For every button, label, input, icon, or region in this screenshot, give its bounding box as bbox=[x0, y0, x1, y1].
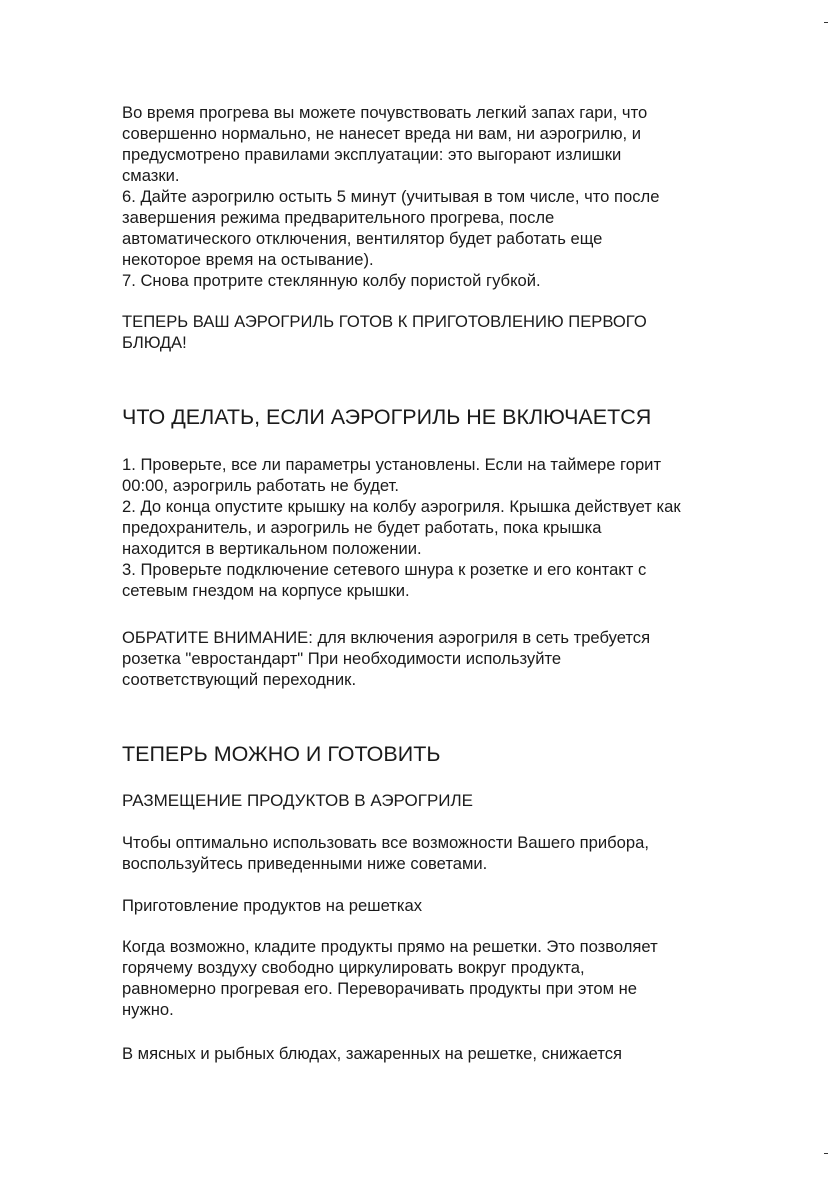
racks-heading: Приготовление продуктов на решетках bbox=[122, 896, 423, 915]
racks-line: Когда возможно, кладите продукты прямо на решетки. Это позволяет bbox=[122, 937, 658, 956]
attention-line: розетка "евростандарт" При необходимости используйте bbox=[122, 649, 562, 668]
troubleshooting-line: сетевым гнездом на корпусе крышки. bbox=[122, 581, 410, 600]
meat-line: В мясных и рыбных блюдах, зажаренных на решетке, снижается bbox=[122, 1044, 623, 1063]
tips-paragraph bbox=[122, 832, 762, 874]
racks-line: равномерно прогревая его. Переворачивать продукты при этом не bbox=[122, 979, 638, 998]
intro-line: автоматического отключения, вентилятор будет работать еще bbox=[122, 229, 603, 248]
cooking-title: ТЕПЕРЬ МОЖНО И ГОТОВИТЬ bbox=[122, 742, 441, 766]
troubleshooting-line: 2. До конца опустите крышку на колбу аэрогриля. Крышка действует как bbox=[122, 497, 681, 516]
troubleshooting-line: 00:00, аэрогриль работать не будет. bbox=[122, 476, 399, 495]
tips-line: воспользуйтесь приведенными ниже советами. bbox=[122, 854, 488, 873]
intro-line: завершения режима предварительного прогрева, после bbox=[122, 208, 555, 227]
page-edge-mark-bottom bbox=[824, 1153, 828, 1154]
page-edge-mark-top bbox=[824, 22, 828, 23]
racks-heading-block bbox=[122, 895, 762, 916]
troubleshooting-line: 3. Проверьте подключение сетевого шнура к розетке и его контакт с bbox=[122, 560, 647, 579]
intro-line: предусмотрено правилами эксплуатации: это выгорают излишки bbox=[122, 145, 622, 164]
intro-line: смазки. bbox=[122, 166, 180, 185]
racks-line: горячему воздуху свободно циркулировать вокруг продукта, bbox=[122, 958, 585, 977]
troubleshooting-title: ЧТО ДЕЛАТЬ, ЕСЛИ АЭРОГРИЛЬ НЕ ВКЛЮЧАЕТСЯ bbox=[122, 405, 652, 429]
ready-notice-line: ТЕПЕРЬ ВАШ АЭРОГРИЛЬ ГОТОВ К ПРИГОТОВЛЕНИЮ ПЕРВОГО bbox=[122, 312, 647, 331]
troubleshooting-paragraph bbox=[122, 454, 762, 601]
cooking-subtitle: РАЗМЕЩЕНИЕ ПРОДУКТОВ В АЭРОГРИЛЕ bbox=[122, 791, 473, 810]
intro-line: совершенно нормально, не нанесет вреда ни вам, ни аэрогрилю, и bbox=[122, 124, 641, 143]
meat-paragraph bbox=[122, 1043, 762, 1064]
troubleshooting-line: находится в вертикальном положении. bbox=[122, 539, 422, 558]
attention-line: ОБРАТИТЕ ВНИМАНИЕ: для включения аэрогриля в сеть требуется bbox=[122, 628, 651, 647]
ready-notice bbox=[122, 311, 762, 353]
ready-notice-line: БЛЮДА! bbox=[122, 333, 187, 352]
intro-line: некоторое время на остывание). bbox=[122, 250, 374, 269]
intro-line: 7. Снова протрите стеклянную колбу пористой губкой. bbox=[122, 271, 541, 290]
intro-line: 6. Дайте аэрогрилю остыть 5 минут (учитывая в том числе, что после bbox=[122, 187, 660, 206]
racks-line: нужно. bbox=[122, 1000, 174, 1019]
troubleshooting-line: 1. Проверьте, все ли параметры установлены. Если на таймере горит bbox=[122, 455, 662, 474]
intro-paragraph bbox=[122, 102, 762, 291]
attention-line: соответствующий переходник. bbox=[122, 670, 357, 689]
intro-line: Во время прогрева вы можете почувствовать легкий запах гари, что bbox=[122, 103, 648, 122]
attention-paragraph bbox=[122, 627, 762, 690]
racks-paragraph bbox=[122, 936, 762, 1020]
troubleshooting-line: предохранитель, и аэрогриль не будет работать, пока крышка bbox=[122, 518, 602, 537]
tips-line: Чтобы оптимально использовать все возможности Вашего прибора, bbox=[122, 833, 649, 852]
